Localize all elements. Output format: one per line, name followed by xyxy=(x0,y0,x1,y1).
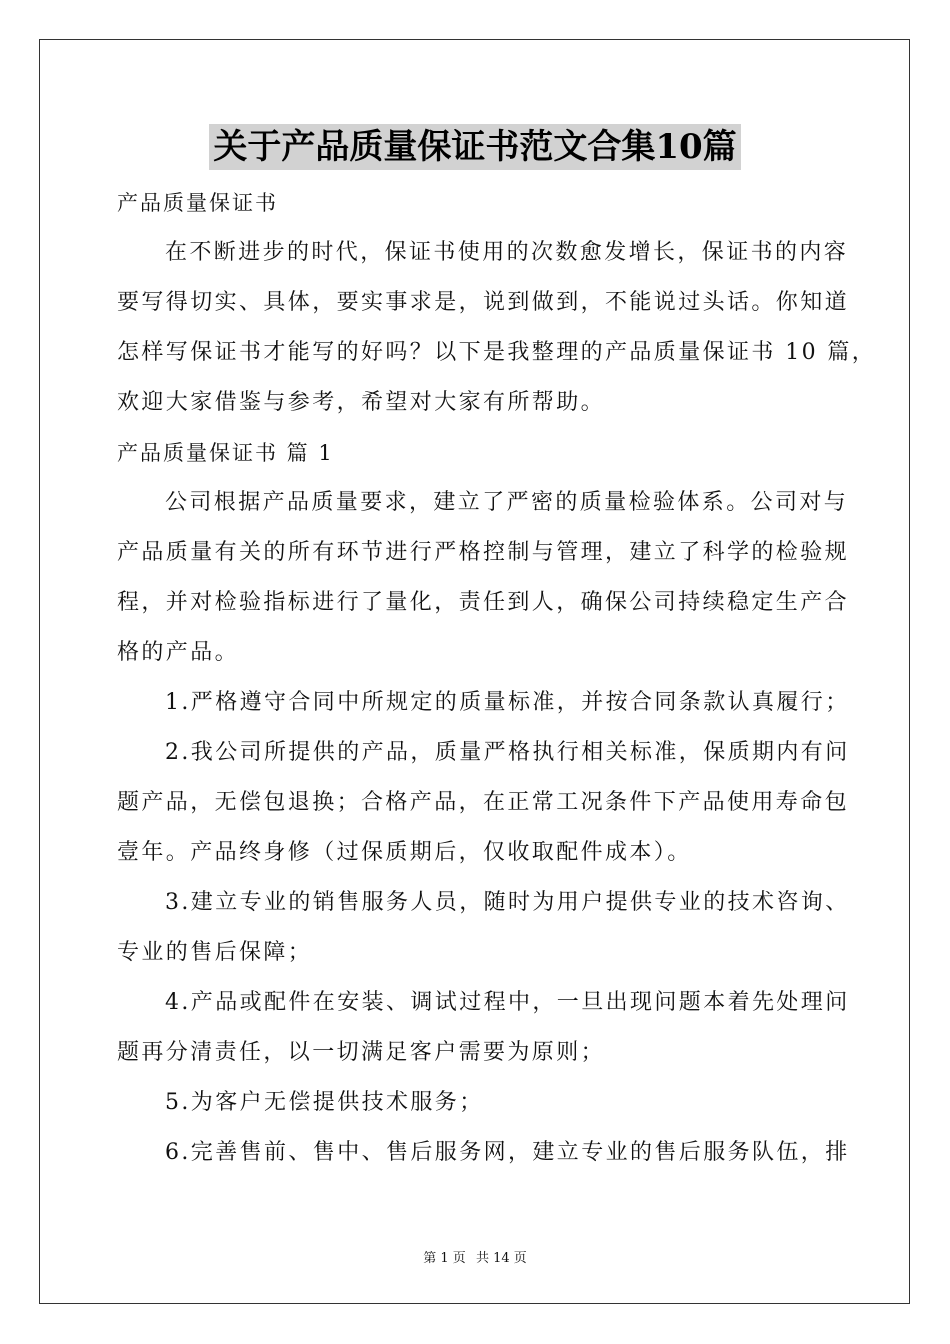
text-line: 壹年。产品终身修（过保质期后，仅收取配件成本）。 xyxy=(117,840,692,865)
section-paragraph xyxy=(117,478,850,678)
text-line: 2.我公司所提供的产品，质量严格执行相关标准，保质期内有问 xyxy=(165,740,850,765)
document-title: 关于产品质量保证书范文合集10篇 xyxy=(209,124,740,170)
text-line: 产品质量有关的所有环节进行严格控制与管理，建立了科学的检验规 xyxy=(117,540,850,565)
text-line: 5.为客户无偿提供技术服务； xyxy=(165,1090,484,1115)
list-item xyxy=(117,878,850,978)
page-number: 第 1 页 xyxy=(423,1251,466,1266)
text-line: 4.产品或配件在安装、调试过程中，一旦出现问题本着先处理问 xyxy=(165,990,850,1015)
text-line: 格的产品。 xyxy=(117,640,240,665)
text-line: 3.建立专业的销售服务人员，随时为用户提供专业的技术咨询、 xyxy=(165,890,850,915)
text-line: 题再分清责任，以一切满足客户需要为原则； xyxy=(117,1040,606,1065)
list-item xyxy=(117,978,850,1078)
text-line: 程，并对检验指标进行了量化，责任到人，确保公司持续稳定生产合 xyxy=(117,590,850,615)
text-line: 怎样写保证书才能写的好吗？以下是我整理的产品质量保证书 10 篇， xyxy=(117,340,877,365)
text-line: 6.完善售前、售中、售后服务网，建立专业的售后服务队伍，排 xyxy=(165,1140,850,1165)
text-line: 公司根据产品质量要求，建立了严密的质量检验体系。公司对与 xyxy=(165,490,849,515)
list-item xyxy=(117,728,850,878)
text-line: 专业的售后保障； xyxy=(117,940,313,965)
document-body xyxy=(117,178,877,1178)
text-line: 在不断进步的时代，保证书使用的次数愈发增长，保证书的内容 xyxy=(165,240,849,265)
text-line: 题产品，无偿包退换；合格产品，在正常工况条件下产品使用寿命包 xyxy=(117,790,850,815)
page-footer xyxy=(0,1247,950,1266)
list-item xyxy=(117,1078,837,1128)
text-line: 1.严格遵守合同中所规定的质量标准，并按合同条款认真履行； xyxy=(165,690,850,715)
list-item xyxy=(117,1128,850,1178)
subtitle: 产品质量保证书 xyxy=(117,191,278,215)
title-wrap xyxy=(0,124,950,170)
text-line: 要写得切实、具体，要实事求是，说到做到，不能说过头话。你知道 xyxy=(117,290,850,315)
list-item xyxy=(117,678,850,728)
intro-paragraph xyxy=(117,228,877,428)
section-heading: 产品质量保证书 篇 1 xyxy=(117,441,334,465)
text-line: 欢迎大家借鉴与参考，希望对大家有所帮助。 xyxy=(117,390,606,415)
total-pages: 共 14 页 xyxy=(475,1251,527,1266)
